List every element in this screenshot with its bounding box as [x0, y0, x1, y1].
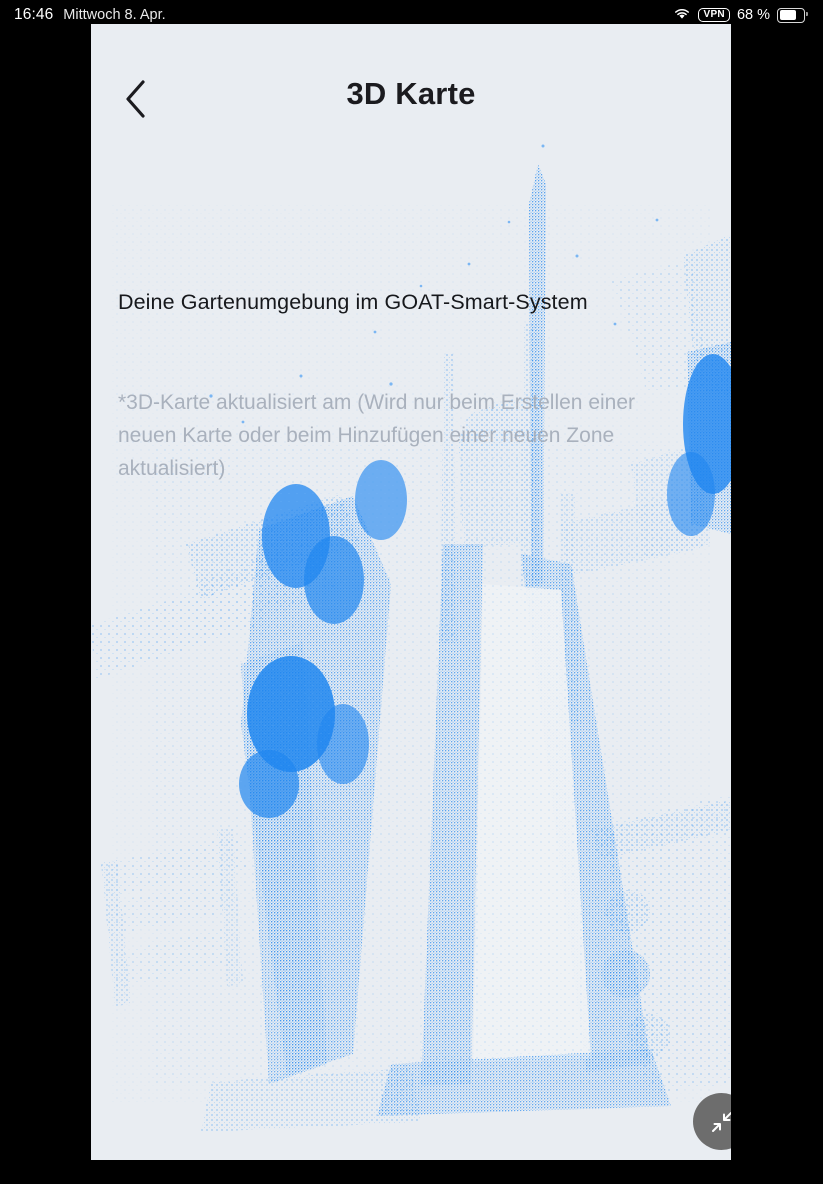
- status-bar-right: [673, 7, 805, 24]
- page-title: 3D Karte: [346, 76, 476, 111]
- subtitle-text: Deine Gartenumgebung im GOAT-Smart-System: [118, 290, 588, 314]
- status-time: 16:46: [14, 6, 54, 23]
- point-cloud-map[interactable]: [91, 24, 731, 1160]
- status-bar: [0, 0, 823, 30]
- battery-fill: [780, 10, 796, 20]
- battery-icon: [777, 8, 805, 23]
- map-update-note: *3D-Karte aktualisiert am (Wird nur beim Erstellen einer neuen Karte oder beim Hinzufügen einer neuen Zone aktualisiert): [118, 391, 636, 480]
- status-date: Mittwoch 8. Apr.: [63, 7, 166, 23]
- wifi-icon: [673, 7, 691, 24]
- status-bar-left: [14, 6, 166, 24]
- fullscreen-collapse-icon: [709, 1109, 732, 1135]
- navigation-bar: [91, 24, 731, 136]
- battery-percent: 68 %: [736, 7, 770, 23]
- app-screen: [91, 24, 731, 1160]
- vpn-badge: VPN: [698, 8, 729, 23]
